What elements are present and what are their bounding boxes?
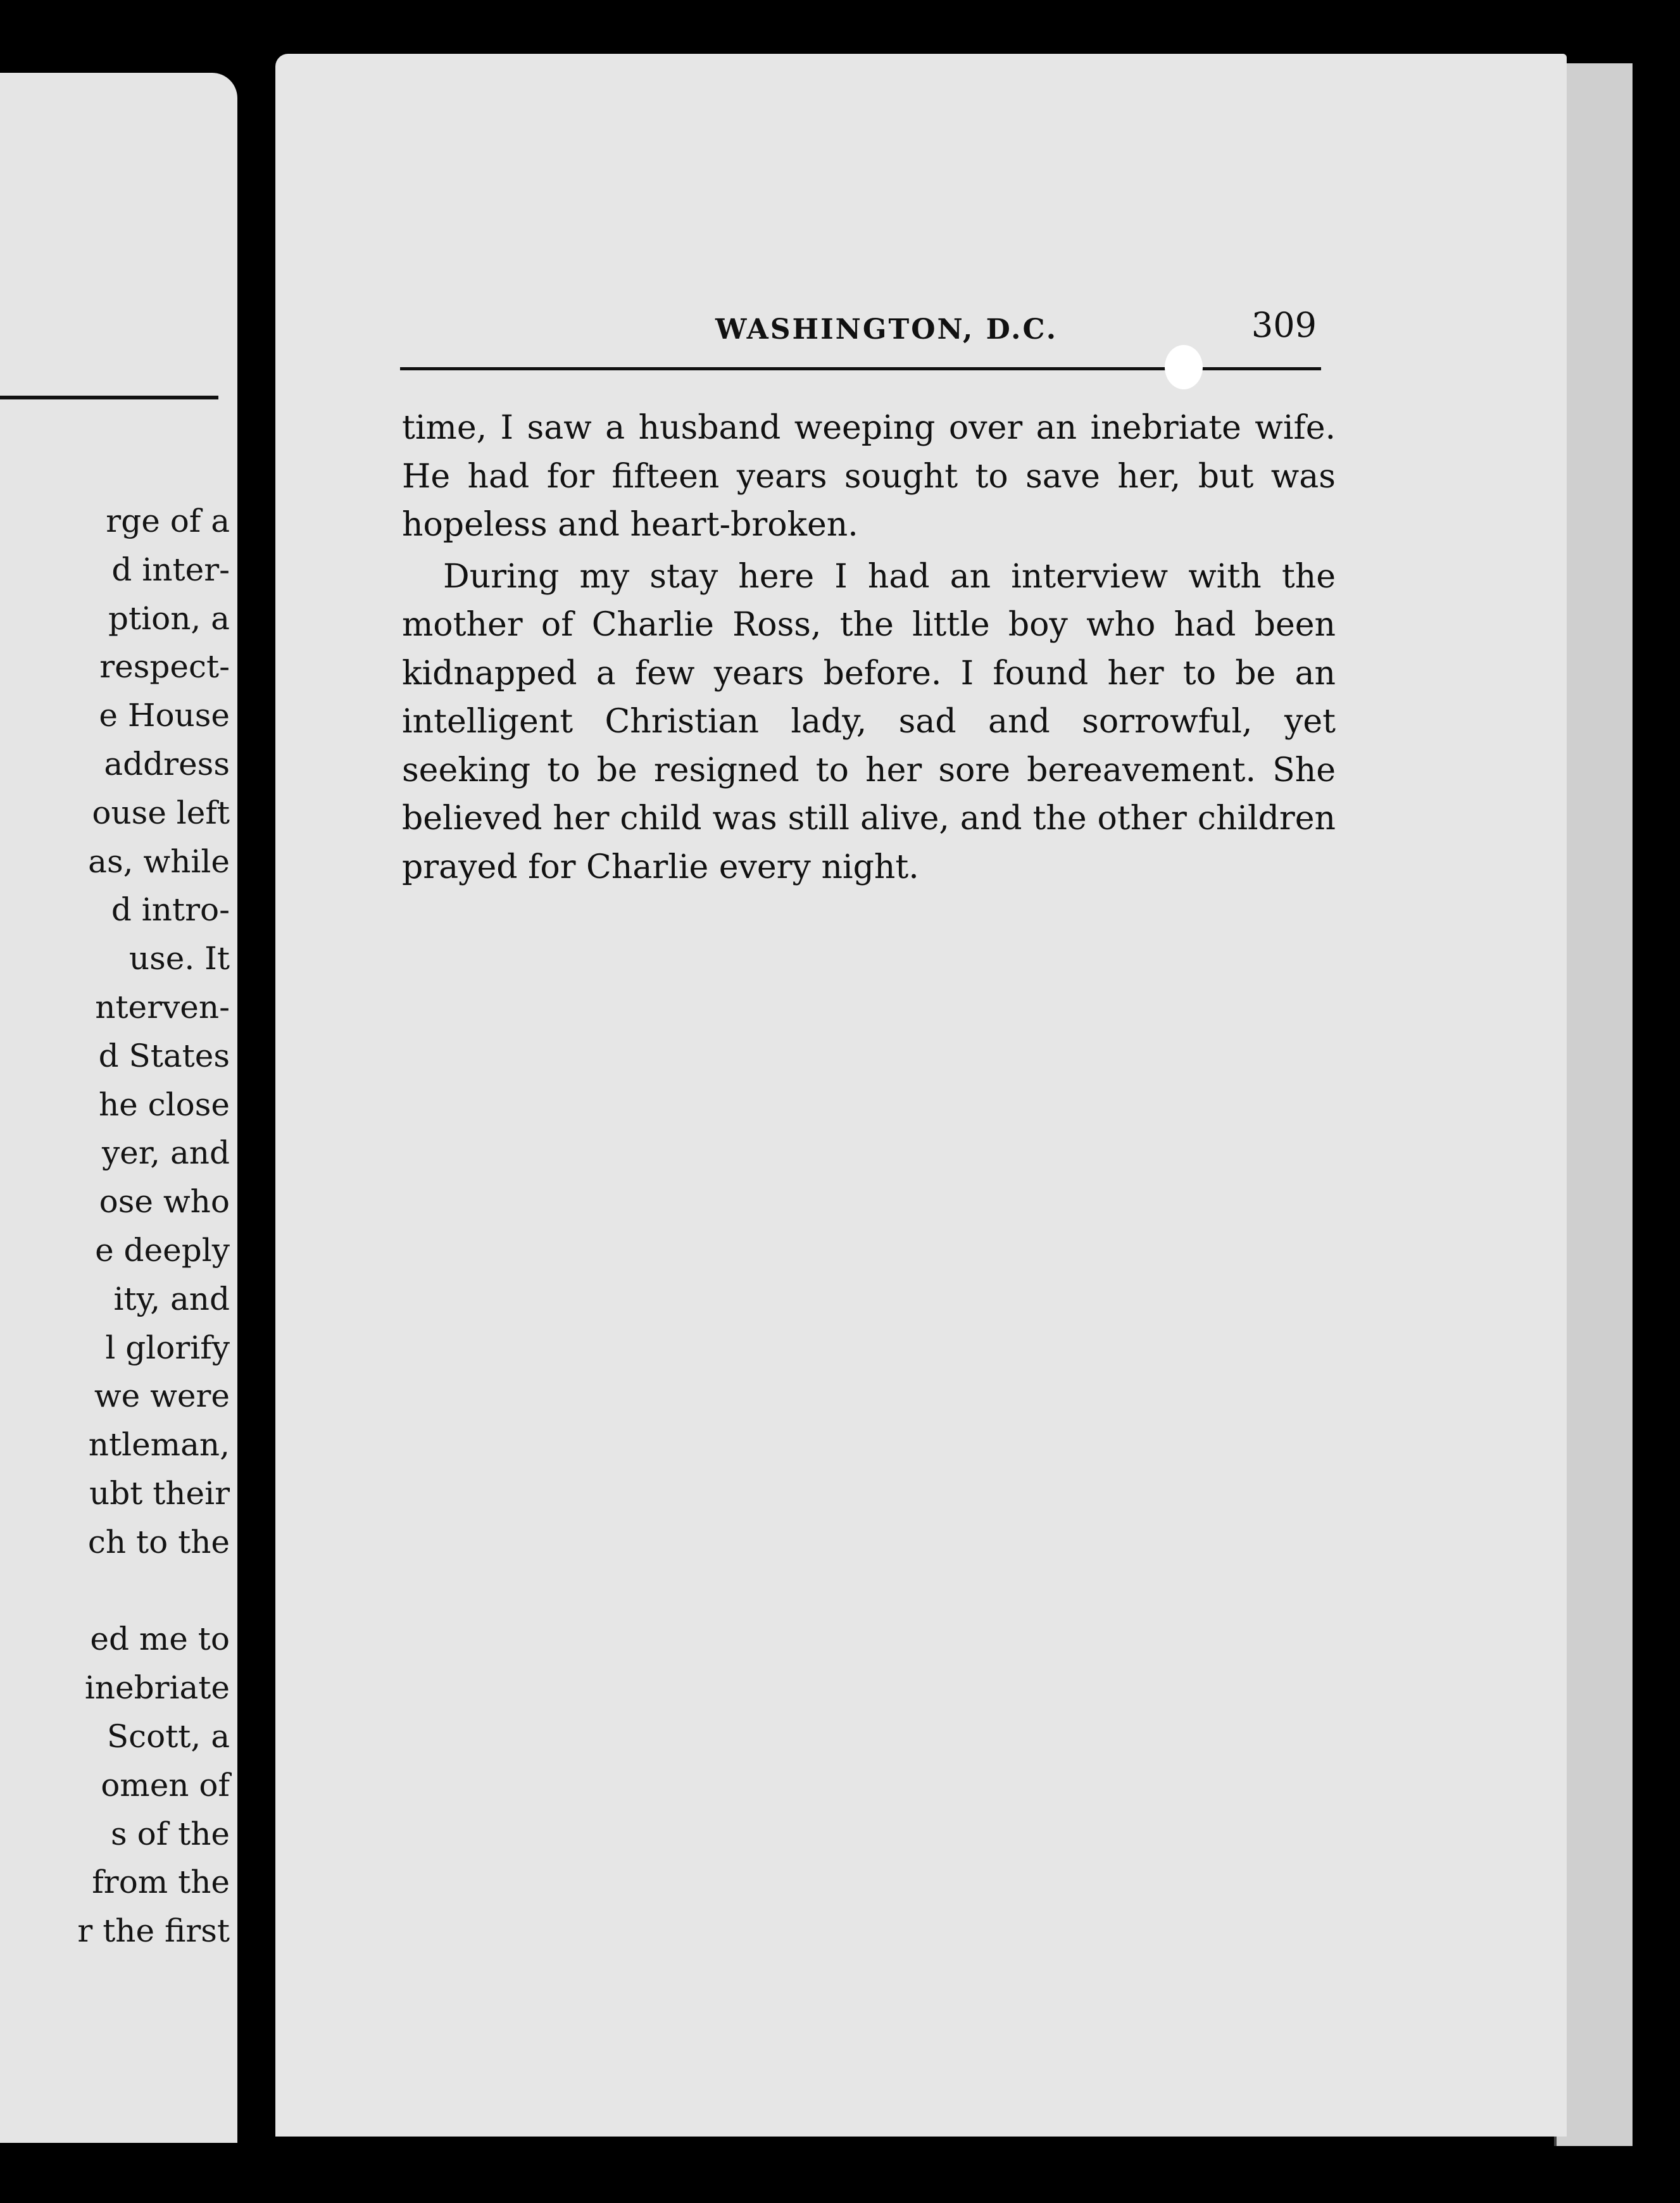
left-page-line: r the first	[77, 1912, 230, 1950]
left-page-line: respect-	[99, 648, 230, 686]
left-page-line: as, while	[88, 843, 230, 880]
left-page-line: e House	[99, 697, 230, 734]
left-page-line: he close	[98, 1086, 230, 1123]
left-page-line: ption, a	[108, 599, 230, 637]
left-page-line: s of the	[111, 1815, 230, 1852]
paragraph-1: time, I saw a husband weeping over an inebriate wife. He had for fifteen years sought to save her, but was hopeless and heart-broken.	[402, 409, 1336, 544]
left-page-line: ity, and	[113, 1280, 230, 1317]
paragraph-2: During my stay here I had an interview with the mother of Charlie Ross, the little boy who had been kidnapped a few years before. I found her to be an intelligent Christian lady, sad and sorrowful, yet seeking to be resigned to her sore bereavement. She believed her child was still alive, and the other children prayed for Charlie every night.	[402, 557, 1336, 886]
left-page-line: Scott, a	[106, 1717, 230, 1755]
left-page-line	[77, 1567, 230, 1616]
left-page-line: d inter-	[111, 551, 230, 588]
paper-speck	[1165, 345, 1203, 389]
page-body	[402, 404, 1336, 891]
left-page-line: use. It	[129, 940, 230, 977]
left-page-line: ed me to	[90, 1621, 230, 1658]
left-page-line: nterven-	[95, 988, 230, 1026]
left-page-line: d intro-	[111, 891, 230, 929]
left-page-line: d States	[98, 1037, 230, 1074]
left-page-line: ouse left	[92, 794, 230, 831]
page-number: 309	[1251, 305, 1317, 345]
left-page-text	[77, 497, 230, 1955]
left-page-line: ch to the	[87, 1523, 230, 1560]
left-page-line: e deeply	[95, 1231, 230, 1269]
left-page-line: from the	[92, 1864, 230, 1901]
left-page	[0, 73, 237, 2143]
left-page-line: l glorify	[105, 1329, 230, 1366]
running-title: WASHINGTON, D.C.	[715, 313, 1058, 346]
left-page-line: inebriate	[84, 1669, 230, 1707]
left-page-line: ose who	[99, 1183, 230, 1221]
left-page-line: ntleman,	[88, 1426, 230, 1464]
left-page-line: rge of a	[106, 503, 230, 539]
right-page	[275, 54, 1567, 2137]
left-page-line: yer, and	[101, 1134, 230, 1172]
left-page-rule	[0, 396, 218, 399]
left-page-line: we were	[94, 1378, 230, 1415]
left-page-line: address	[104, 745, 230, 782]
left-page-line: omen of	[101, 1766, 230, 1804]
left-page-line: ubt their	[89, 1474, 230, 1512]
